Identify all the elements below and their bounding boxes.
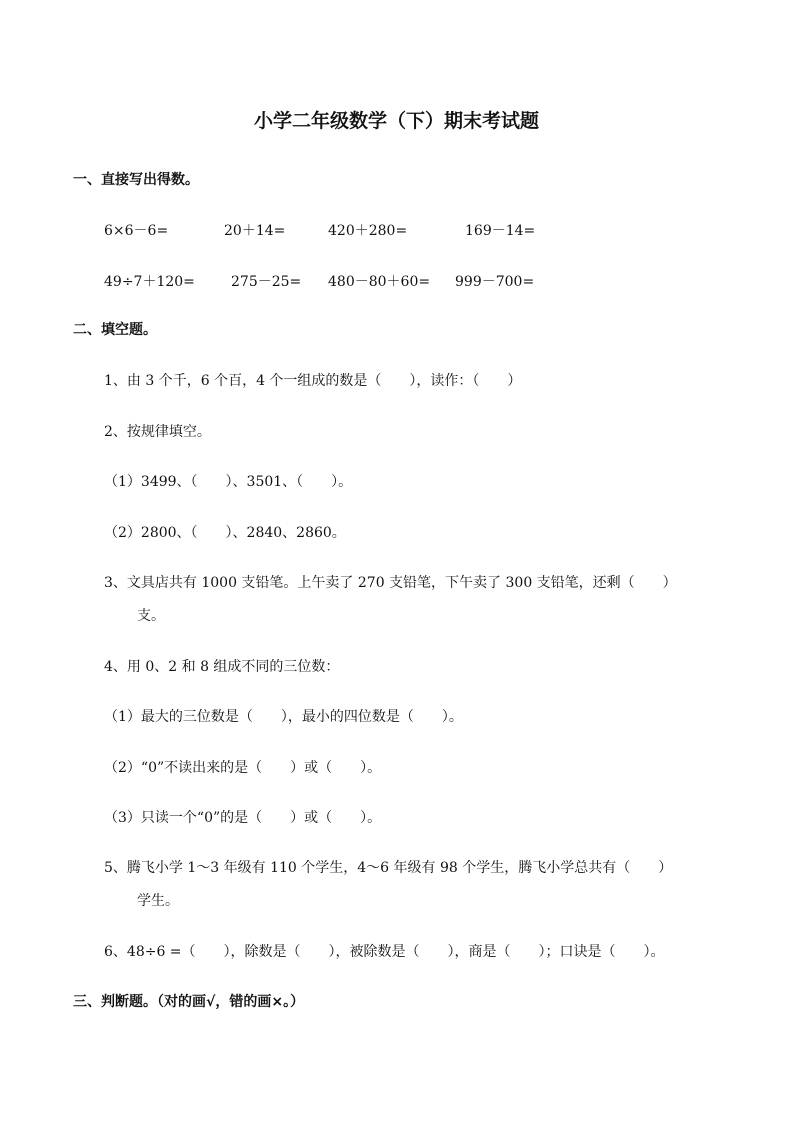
section1-heading: 一、直接写出得数。 (73, 172, 199, 188)
question-2: 2、按规律填空。 (104, 424, 211, 440)
question-4: 4、用 0、2 和 8 组成不同的三位数： (104, 659, 340, 675)
question-5-line2: 学生。 (137, 893, 179, 909)
calc-item: 480－80＋60= (328, 274, 431, 290)
question-4-part-1: （1）最大的三位数是（ ），最小的四位数是（ ）。 (104, 709, 463, 725)
question-6: 6、48÷6 =（ ），除数是（ ），被除数是（ ），商是（ ）；口诀是（ ）。 (104, 944, 665, 960)
question-4-part-2: （2）“0”不读出来的是（ ）或（ ）。 (104, 760, 382, 776)
calc-item: 20＋14= (224, 223, 286, 239)
calc-item: 6×6－6= (104, 223, 169, 239)
calc-item: 169－14= (465, 223, 536, 239)
calc-item: 275－25= (231, 274, 302, 290)
question-4-part-3: （3）只读一个“0”的是（ ）或（ ）。 (104, 810, 382, 826)
question-3-line2: 支。 (137, 608, 165, 624)
calc-item: 999－700= (455, 274, 535, 290)
section3-heading: 三、判断题。（对的画√，错的画×。） (73, 994, 305, 1010)
calc-item: 49÷7＋120= (104, 274, 195, 290)
section2-heading: 二、填空题。 (73, 322, 157, 338)
question-5-line1: 5、腾飞小学 1～3 年级有 110 个学生，4～6 年级有 98 个学生，腾飞小学总共有（ ） (104, 860, 673, 876)
question-2-part-1: （1）3499、（ ）、3501、（ ）。 (104, 474, 353, 490)
question-3-line1: 3、文具店共有 1000 支铅笔。上午卖了 270 支铅笔，下午卖了 300 支铅笔，还剩（ ） (104, 575, 677, 591)
calc-item: 420＋280= (328, 223, 408, 239)
page-title: 小学二年级数学（下）期末考试题 (253, 110, 539, 132)
question-2-part-2: （2）2800、（ ）、2840、2860。 (104, 525, 346, 541)
question-1: 1、由 3 个千，6 个百，4 个一组成的数是（ ），读作：（ ） (104, 373, 522, 389)
